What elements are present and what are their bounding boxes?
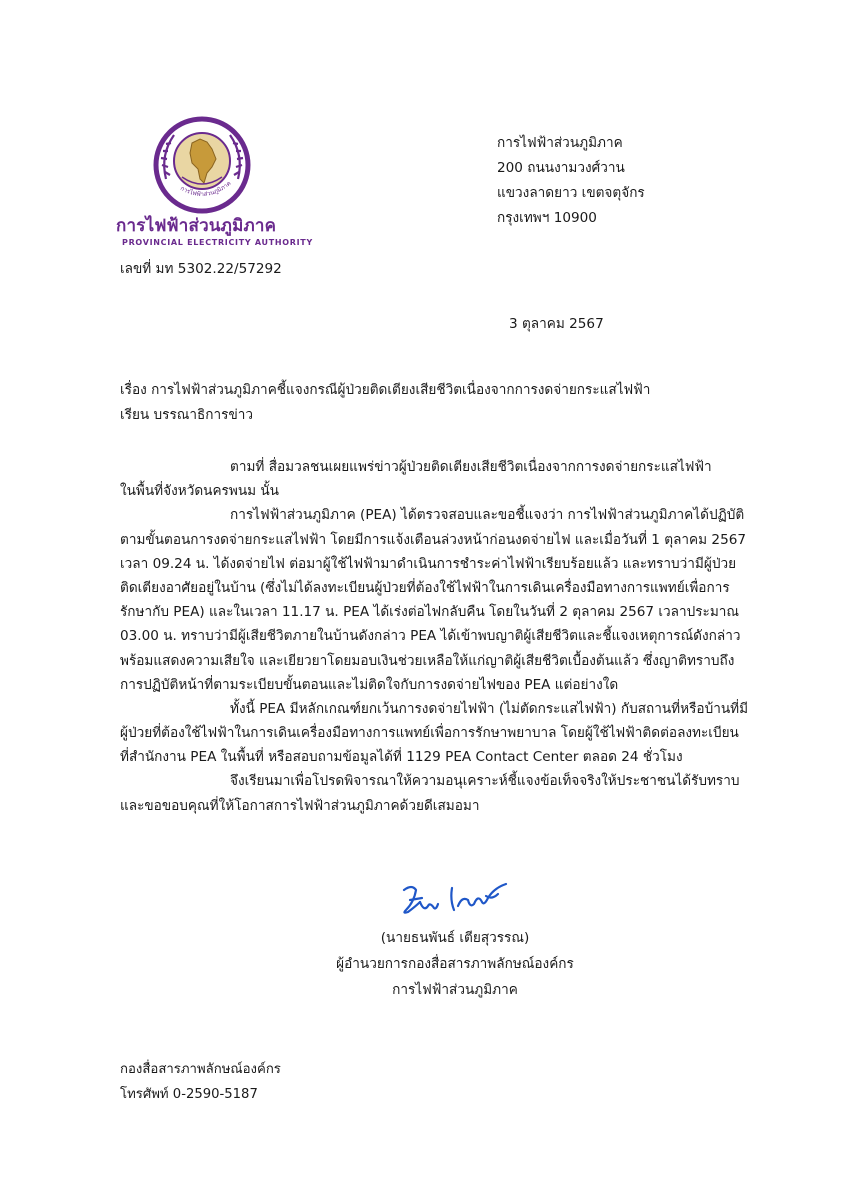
body-line: 03.00 น. ทราบว่ามีผู้เสียชีวิตภายในบ้านดังกล่าว PEA ได้เข้าพบญาติผู้เสียชีวิตและชี้แจงเหตุการณ์ดังกล่าว	[120, 628, 741, 645]
subject-block	[120, 378, 650, 428]
body-line: รักษากับ PEA) และในเวลา 11.17 น. PEA ได้เร่งต่อไฟกลับคืน โดยในวันที่ 2 ตุลาคม 2567 เวลาประมาณ	[120, 604, 740, 621]
footer-department: กองสื่อสารภาพลักษณ์องค์กร	[120, 1062, 281, 1077]
body-line: ติดเตียงอาศัยอยู่ในบ้าน (ซึ่งไม่ได้ลงทะเบียนผู้ป่วยที่ต้องใช้ไฟฟ้าในการเดินเครื่องมือทางการแพทย์เพื่อการ	[120, 579, 730, 596]
pea-seal-logo	[152, 115, 252, 215]
body-line: ผู้ป่วยที่ต้องใช้ไฟฟ้าในการเดินเครื่องมือทางการแพทย์เพื่อการรักษาพยาบาล โดยผู้ใช้ไฟฟ้าติดต่อลงทะเบียน	[120, 725, 739, 742]
body-line: พร้อมแสดงความเสียใจ และเยียวยาโดยมอบเงินช่วยเหลือให้แก่ญาติผู้เสียชีวิตเบื้องต้นแล้ว ซึ่งญาติทราบถึง	[120, 652, 735, 669]
body-line: จึงเรียนมาเพื่อโปรดพิจารณาให้ความอนุเคราะห์ชี้แจงข้อเท็จจริงให้ประชาชนได้รับทราบ	[230, 773, 740, 790]
letter-body	[120, 455, 780, 818]
document-date: 3 ตุลาคม 2567	[509, 316, 604, 332]
sender-address	[497, 131, 645, 231]
seal-caption: การไฟฟ้าส่วนภูมิภาค	[179, 180, 233, 199]
body-line: เวลา 09.24 น. ได้งดจ่ายไฟ ต่อมาผู้ใช้ไฟฟ้ามาดำเนินการชำระค่าไฟฟ้าเรียบร้อยแล้ว และทราบว่ามีผู้ป่วย	[120, 555, 737, 572]
signature-icon	[390, 876, 520, 920]
body-line: ตามที่ สื่อมวลชนเผยแพร่ข่าวผู้ป่วยติดเตียงเสียชีวิตเนื่องจากการงดจ่ายกระแสไฟฟ้า	[230, 459, 712, 475]
address-line: 200 ถนนงามวงศ์วาน	[497, 160, 625, 176]
footer-contact	[120, 1057, 281, 1107]
body-line: ที่สำนักงาน PEA ในพื้นที่ หรือสอบถามข้อมูลได้ที่ 1129 PEA Contact Center ตลอด 24 ชั่วโมง	[120, 749, 683, 766]
signer-organization: การไฟฟ้าส่วนภูมิภาค	[392, 982, 518, 998]
signer-position: ผู้อำนวยการกองสื่อสารภาพลักษณ์องค์กร	[336, 956, 574, 972]
subject-line: เรื่อง การไฟฟ้าส่วนภูมิภาคชี้แจงกรณีผู้ป่วยติดเตียงเสียชีวิตเนื่องจากการงดจ่ายกระแสไฟฟ้า	[120, 382, 651, 398]
address-line: การไฟฟ้าส่วนภูมิภาค	[497, 135, 623, 151]
body-line: การไฟฟ้าส่วนภูมิภาค (PEA) ได้ตรวจสอบและขอชี้แจงว่า การไฟฟ้าส่วนภูมิภาคได้ปฏิบัติ	[230, 507, 745, 524]
body-line: ทั้งนี้ PEA มีหลักเกณฑ์ยกเว้นการงดจ่ายไฟฟ้า (ไม่ตัดกระแสไฟฟ้า) กับสถานที่หรือบ้านที่มี	[230, 700, 749, 717]
body-line: ในพื้นที่จังหวัดนครพนม นั้น	[120, 483, 279, 500]
body-line: และขอขอบคุณที่ให้โอกาสการไฟฟ้าส่วนภูมิภาคด้วยดีเสมอมา	[120, 797, 480, 814]
body-line: ตามขั้นตอนการงดจ่ายกระแสไฟฟ้า โดยมีการแจ้งเตือนล่วงหน้าก่อนงดจ่ายไฟ และเมื่อวันที่ 1 ตุลาคม 2567	[120, 531, 747, 548]
pea-seal-icon	[152, 115, 252, 215]
recipient-line: เรียน บรรณาธิการข่าว	[120, 407, 254, 423]
address-line: แขวงลาดยาว เขตจตุจักร	[497, 185, 645, 201]
signer-block	[290, 925, 620, 1003]
document-number: เลขที่ มท 5302.22/57292	[120, 261, 282, 277]
address-line: กรุงเทพฯ 10900	[497, 210, 597, 226]
org-name-thai: การไฟฟ้าส่วนภูมิภาค	[116, 216, 277, 236]
signer-name: (นายธนพันธ์ เตียสุวรรณ)	[380, 930, 530, 946]
handwritten-signature	[390, 876, 520, 920]
body-line: การปฏิบัติหน้าที่ตามระเบียบขั้นตอนและไม่ติดใจกับการงดจ่ายไฟของ PEA แต่อย่างใด	[120, 676, 619, 693]
org-name-english: PROVINCIAL ELECTRICITY AUTHORITY	[122, 238, 313, 247]
footer-phone: โทรศัพท์ 0-2590-5187	[120, 1087, 258, 1102]
